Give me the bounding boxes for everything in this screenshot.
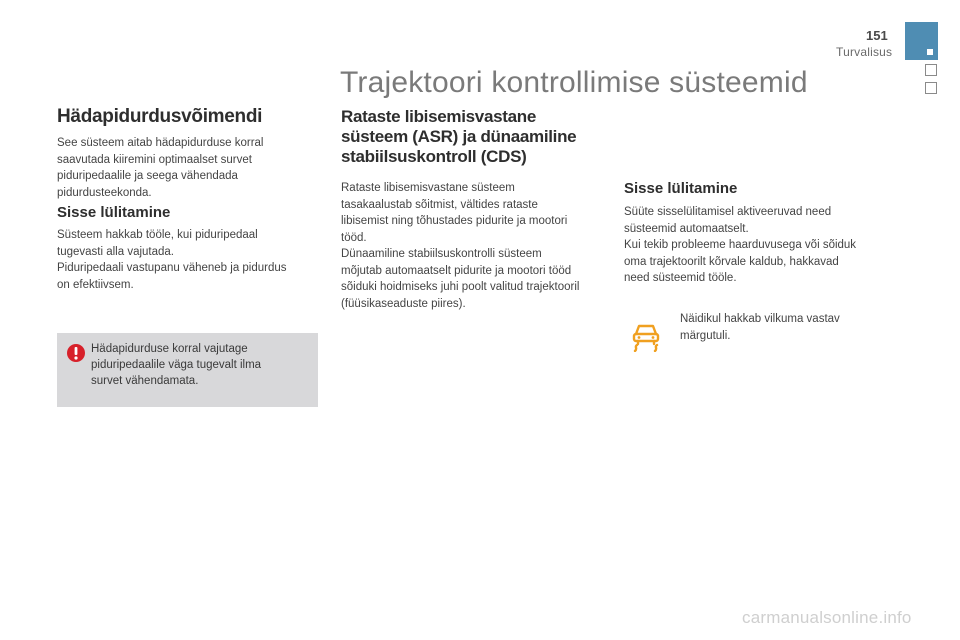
text-line: Piduripedaali vastupanu väheneb ja pidurdus bbox=[57, 262, 287, 274]
intro-paragraph bbox=[57, 135, 307, 201]
text-line: Kui tekib probleeme haarduvusega või sõiduk bbox=[624, 239, 857, 251]
text-line: oma trajektoorilt kõrvale kaldub, hakkavad bbox=[624, 255, 839, 268]
text-line: Süsteem hakkab tööle, kui piduripedaal bbox=[57, 229, 258, 241]
text-line: piduripedaalile väga tugevalt ilma bbox=[91, 359, 262, 371]
text-line: sõiduki hoidmiseks juhi poolt valitud trajektooril bbox=[341, 281, 580, 293]
text-line: saavutada kiiremini optimaalset survet bbox=[57, 153, 252, 166]
text-line: tööd. bbox=[341, 231, 367, 244]
text-line: mõjutab automaatselt pidurite ja mootori tööd bbox=[341, 264, 572, 277]
warning-exclamation-icon bbox=[66, 343, 86, 363]
text-line: Rataste libisemisvastane süsteem bbox=[341, 182, 515, 194]
activation-paragraph bbox=[57, 227, 312, 293]
warning-note bbox=[57, 333, 318, 407]
heading-line: Rataste libisemisvastane bbox=[341, 107, 537, 126]
text-line: tugevasti alla vajutada. bbox=[57, 245, 174, 258]
tab-dot bbox=[927, 49, 933, 55]
text-line: pidurdusteekonda. bbox=[57, 186, 152, 199]
text-line: Süüte sisselülitamisel aktiveeruvad need bbox=[624, 206, 832, 218]
section-tab-box bbox=[925, 64, 937, 76]
section-heading: Hädapidurdusvõimendi bbox=[57, 106, 263, 127]
page-number: 151 bbox=[866, 28, 888, 43]
text-line: tasakaalustab sõitmist, vältides rataste bbox=[341, 198, 538, 211]
text-line: on efektiivsem. bbox=[57, 278, 134, 291]
section-tab-active bbox=[905, 22, 938, 60]
text-line: piduripedaalile ja seega vähendada bbox=[57, 170, 238, 182]
text-line: need süsteemid tööle. bbox=[624, 272, 737, 284]
indicator-note bbox=[680, 311, 880, 344]
stability-control-warning-icon bbox=[629, 318, 663, 352]
text-line: Dünaamiline stabiilsuskontrolli süsteem bbox=[341, 248, 542, 260]
text-line: (füüsikaseaduste piires). bbox=[341, 297, 466, 310]
text-line: libisemist ning tõhustades pidurite ja mootori bbox=[341, 215, 568, 227]
text-line: Näidikul hakkab vilkuma vastav bbox=[680, 313, 840, 325]
heading-line: süsteem (ASR) ja dünaamiline bbox=[341, 127, 577, 146]
text-line: See süsteem aitab hädapidurduse korral bbox=[57, 137, 264, 149]
subheading: Sisse lülitamine bbox=[57, 204, 171, 221]
heading-line: stabiilsuskontroll (CDS) bbox=[341, 147, 527, 166]
text-line: Hädapidurduse korral vajutage bbox=[91, 343, 248, 355]
warning-text bbox=[91, 341, 306, 389]
subheading: Sisse lülitamine bbox=[624, 180, 738, 197]
text-line: märgutuli. bbox=[680, 329, 731, 342]
section-name: Turvalisus bbox=[836, 45, 893, 59]
asr-cds-paragraph bbox=[341, 180, 606, 312]
text-line: süsteemid automaatselt. bbox=[624, 222, 749, 235]
watermark: carmanualsonline.info bbox=[742, 608, 912, 627]
section-heading bbox=[341, 107, 621, 167]
auto-activation-paragraph bbox=[624, 204, 884, 287]
page-title: Trajektoori kontrollimise süsteemid bbox=[340, 66, 808, 99]
section-tab-box bbox=[925, 82, 937, 94]
text-line: survet vähendamata. bbox=[91, 375, 199, 387]
